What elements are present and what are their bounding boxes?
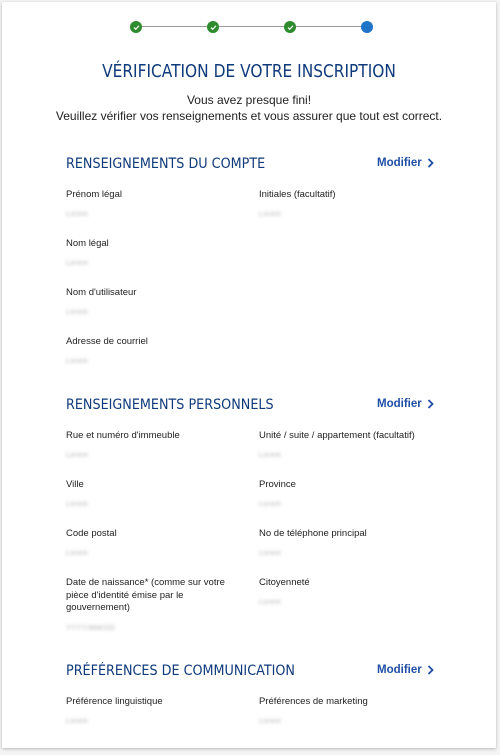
- edit-label: Modifier: [377, 664, 422, 676]
- dob-value: YYYY/MM/DD: [66, 625, 116, 632]
- street-value: Lorem: [66, 452, 89, 459]
- city-value: Lorem: [66, 501, 89, 508]
- username-label: Nom d'utilisateur: [66, 287, 137, 298]
- citizenship-label: Citoyenneté: [259, 577, 310, 588]
- personal-section-title: RENSEIGNEMENTS PERSONNELS: [66, 397, 274, 413]
- initials-label: Initiales (facultatif): [259, 189, 336, 200]
- language-label: Préférence linguistique: [66, 696, 163, 707]
- citizenship-value: Lorem: [259, 599, 282, 606]
- email-label: Adresse de courriel: [66, 336, 148, 347]
- phone-label: No de téléphone principal: [259, 528, 367, 539]
- checkmark-icon: [133, 24, 140, 31]
- postal-code-value: Lorem: [66, 550, 89, 557]
- marketing-label: Préférences de marketing: [259, 696, 368, 707]
- postal-code-label: Code postal: [66, 528, 117, 539]
- communication-edit-link[interactable]: [377, 664, 434, 676]
- first-name-value: Lorem: [66, 211, 89, 218]
- unit-value: Lorem: [259, 452, 282, 459]
- progress-stepper: [130, 19, 370, 35]
- initials-value: Lorem: [259, 211, 282, 218]
- checkmark-icon: [210, 24, 217, 31]
- marketing-value: Lorem: [259, 718, 282, 725]
- step-2-complete: [207, 21, 219, 33]
- communication-section-title: PRÉFÉRENCES DE COMMUNICATION: [66, 663, 295, 679]
- chevron-right-icon: [427, 158, 434, 168]
- last-name-value: Lorem: [66, 260, 89, 267]
- step-3-complete: [284, 21, 296, 33]
- page-instructions: Veuillez vérifier vos renseignements et vous assurer que tout est correct.: [55, 109, 443, 123]
- dob-label: Date de naissance* (comme sur votre pièce d'identité émise par le gouvernement): [66, 577, 225, 613]
- unit-label: Unité / suite / appartement (facultatif): [259, 430, 415, 441]
- first-name-label: Prénom légal: [66, 189, 122, 200]
- province-label: Province: [259, 479, 296, 490]
- last-name-label: Nom légal: [66, 238, 109, 249]
- language-value: Lorem: [66, 718, 89, 725]
- street-label: Rue et numéro d'immeuble: [66, 430, 180, 441]
- username-value: Lorem: [66, 309, 89, 316]
- phone-value: Lorem: [259, 550, 282, 557]
- stepper-line: [136, 26, 361, 27]
- province-value: Lorem: [259, 501, 282, 508]
- checkmark-icon: [287, 24, 294, 31]
- step-4-current: [361, 21, 373, 33]
- account-section-title: RENSEIGNEMENTS DU COMPTE: [66, 156, 266, 172]
- step-1-complete: [130, 21, 142, 33]
- email-value: Lorem: [66, 358, 89, 365]
- verification-page: [2, 2, 496, 748]
- personal-edit-link[interactable]: [377, 398, 434, 410]
- edit-label: Modifier: [377, 157, 422, 169]
- city-label: Ville: [66, 479, 84, 490]
- page-title: VÉRIFICATION DE VOTRE INSCRIPTION: [102, 62, 396, 82]
- chevron-right-icon: [427, 665, 434, 675]
- edit-label: Modifier: [377, 398, 422, 410]
- account-edit-link[interactable]: [377, 157, 434, 169]
- page-subtitle: Vous avez presque fini!: [186, 93, 312, 107]
- chevron-right-icon: [427, 399, 434, 409]
